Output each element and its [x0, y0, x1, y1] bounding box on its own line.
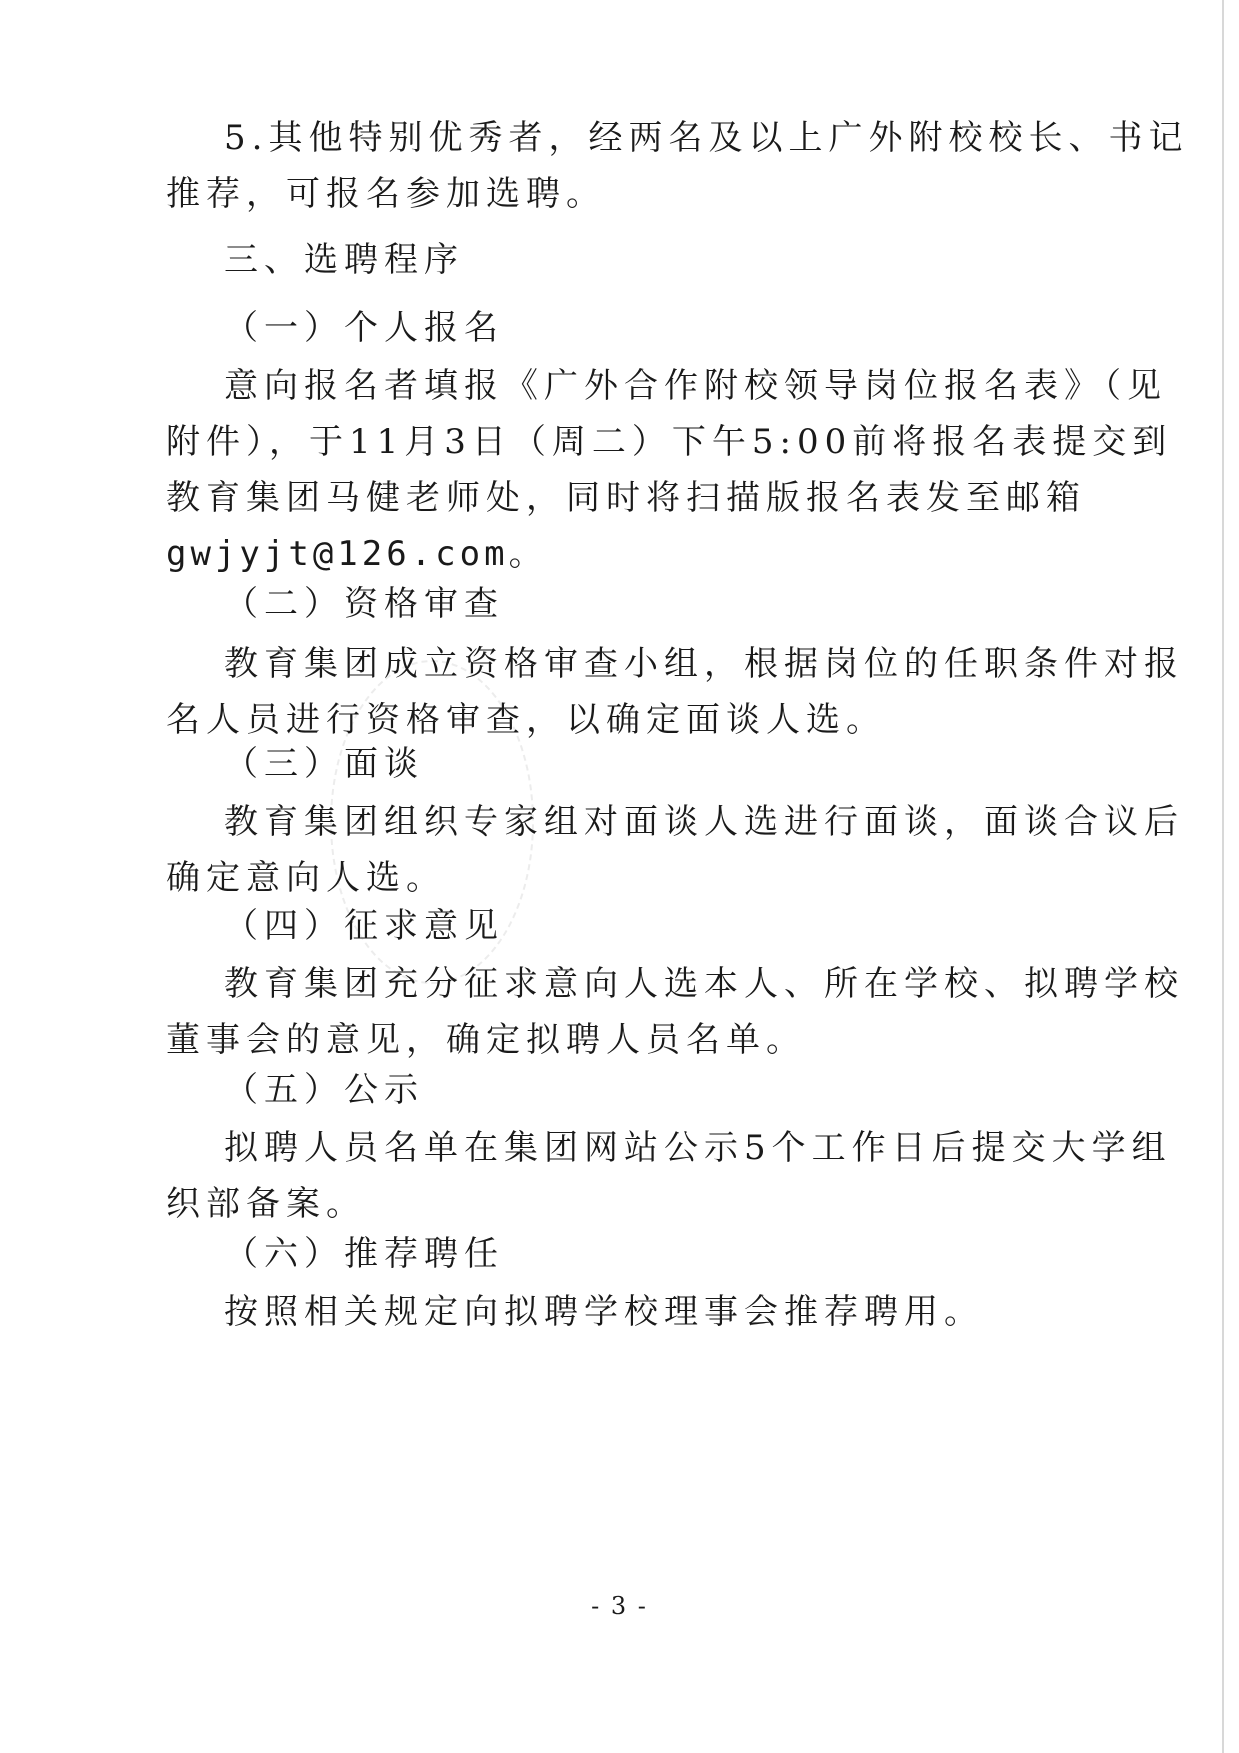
subsection-heading: （五）公示	[224, 1070, 424, 1110]
paragraph-line: 教育集团成立资格审查小组，根据岗位的任职条件对报	[224, 644, 1184, 684]
paragraph-line: 名人员进行资格审查，以确定面谈人选。	[166, 700, 886, 740]
paragraph-line: 教育集团充分征求意向人选本人、所在学校、拟聘学校	[224, 964, 1184, 1004]
paragraph-line: 附件），于11月3日（周二）下午5:00前将报名表提交到	[166, 422, 1173, 462]
paragraph-line: 意向报名者填报《广外合作附校领导岗位报名表》（见	[224, 366, 1167, 406]
subsection-heading: （三）面谈	[224, 744, 424, 784]
subsection-heading: （四）征求意见	[224, 906, 504, 946]
paragraph-line: 董事会的意见，确定拟聘人员名单。	[166, 1020, 806, 1060]
paragraph-line: 拟聘人员名单在集团网站公示5个工作日后提交大学组	[224, 1128, 1172, 1168]
subsection-heading: （一）个人报名	[224, 308, 504, 348]
email-address: gwjyjt@126.com。	[166, 534, 547, 574]
section-heading: 三、选聘程序	[224, 240, 464, 280]
paragraph-line: 教育集团组织专家组对面谈人选进行面谈，面谈合议后	[224, 802, 1184, 842]
paragraph-line: 织部备案。	[166, 1184, 366, 1224]
paragraph-line: 按照相关规定向拟聘学校理事会推荐聘用。	[224, 1292, 984, 1332]
scan-edge-line	[1222, 0, 1224, 1753]
paragraph-line: 确定意向人选。	[166, 858, 446, 898]
page-number: - 3 -	[591, 1592, 648, 1620]
paragraph-line: 教育集团马健老师处，同时将扫描版报名表发至邮箱	[166, 478, 1086, 518]
subsection-heading: （六）推荐聘任	[224, 1234, 504, 1274]
subsection-heading: （二）资格审查	[224, 584, 504, 624]
paragraph-line: 推荐，可报名参加选聘。	[166, 174, 606, 214]
paragraph-line: 5.其他特别优秀者，经两名及以上广外附校校长、书记	[224, 118, 1189, 158]
